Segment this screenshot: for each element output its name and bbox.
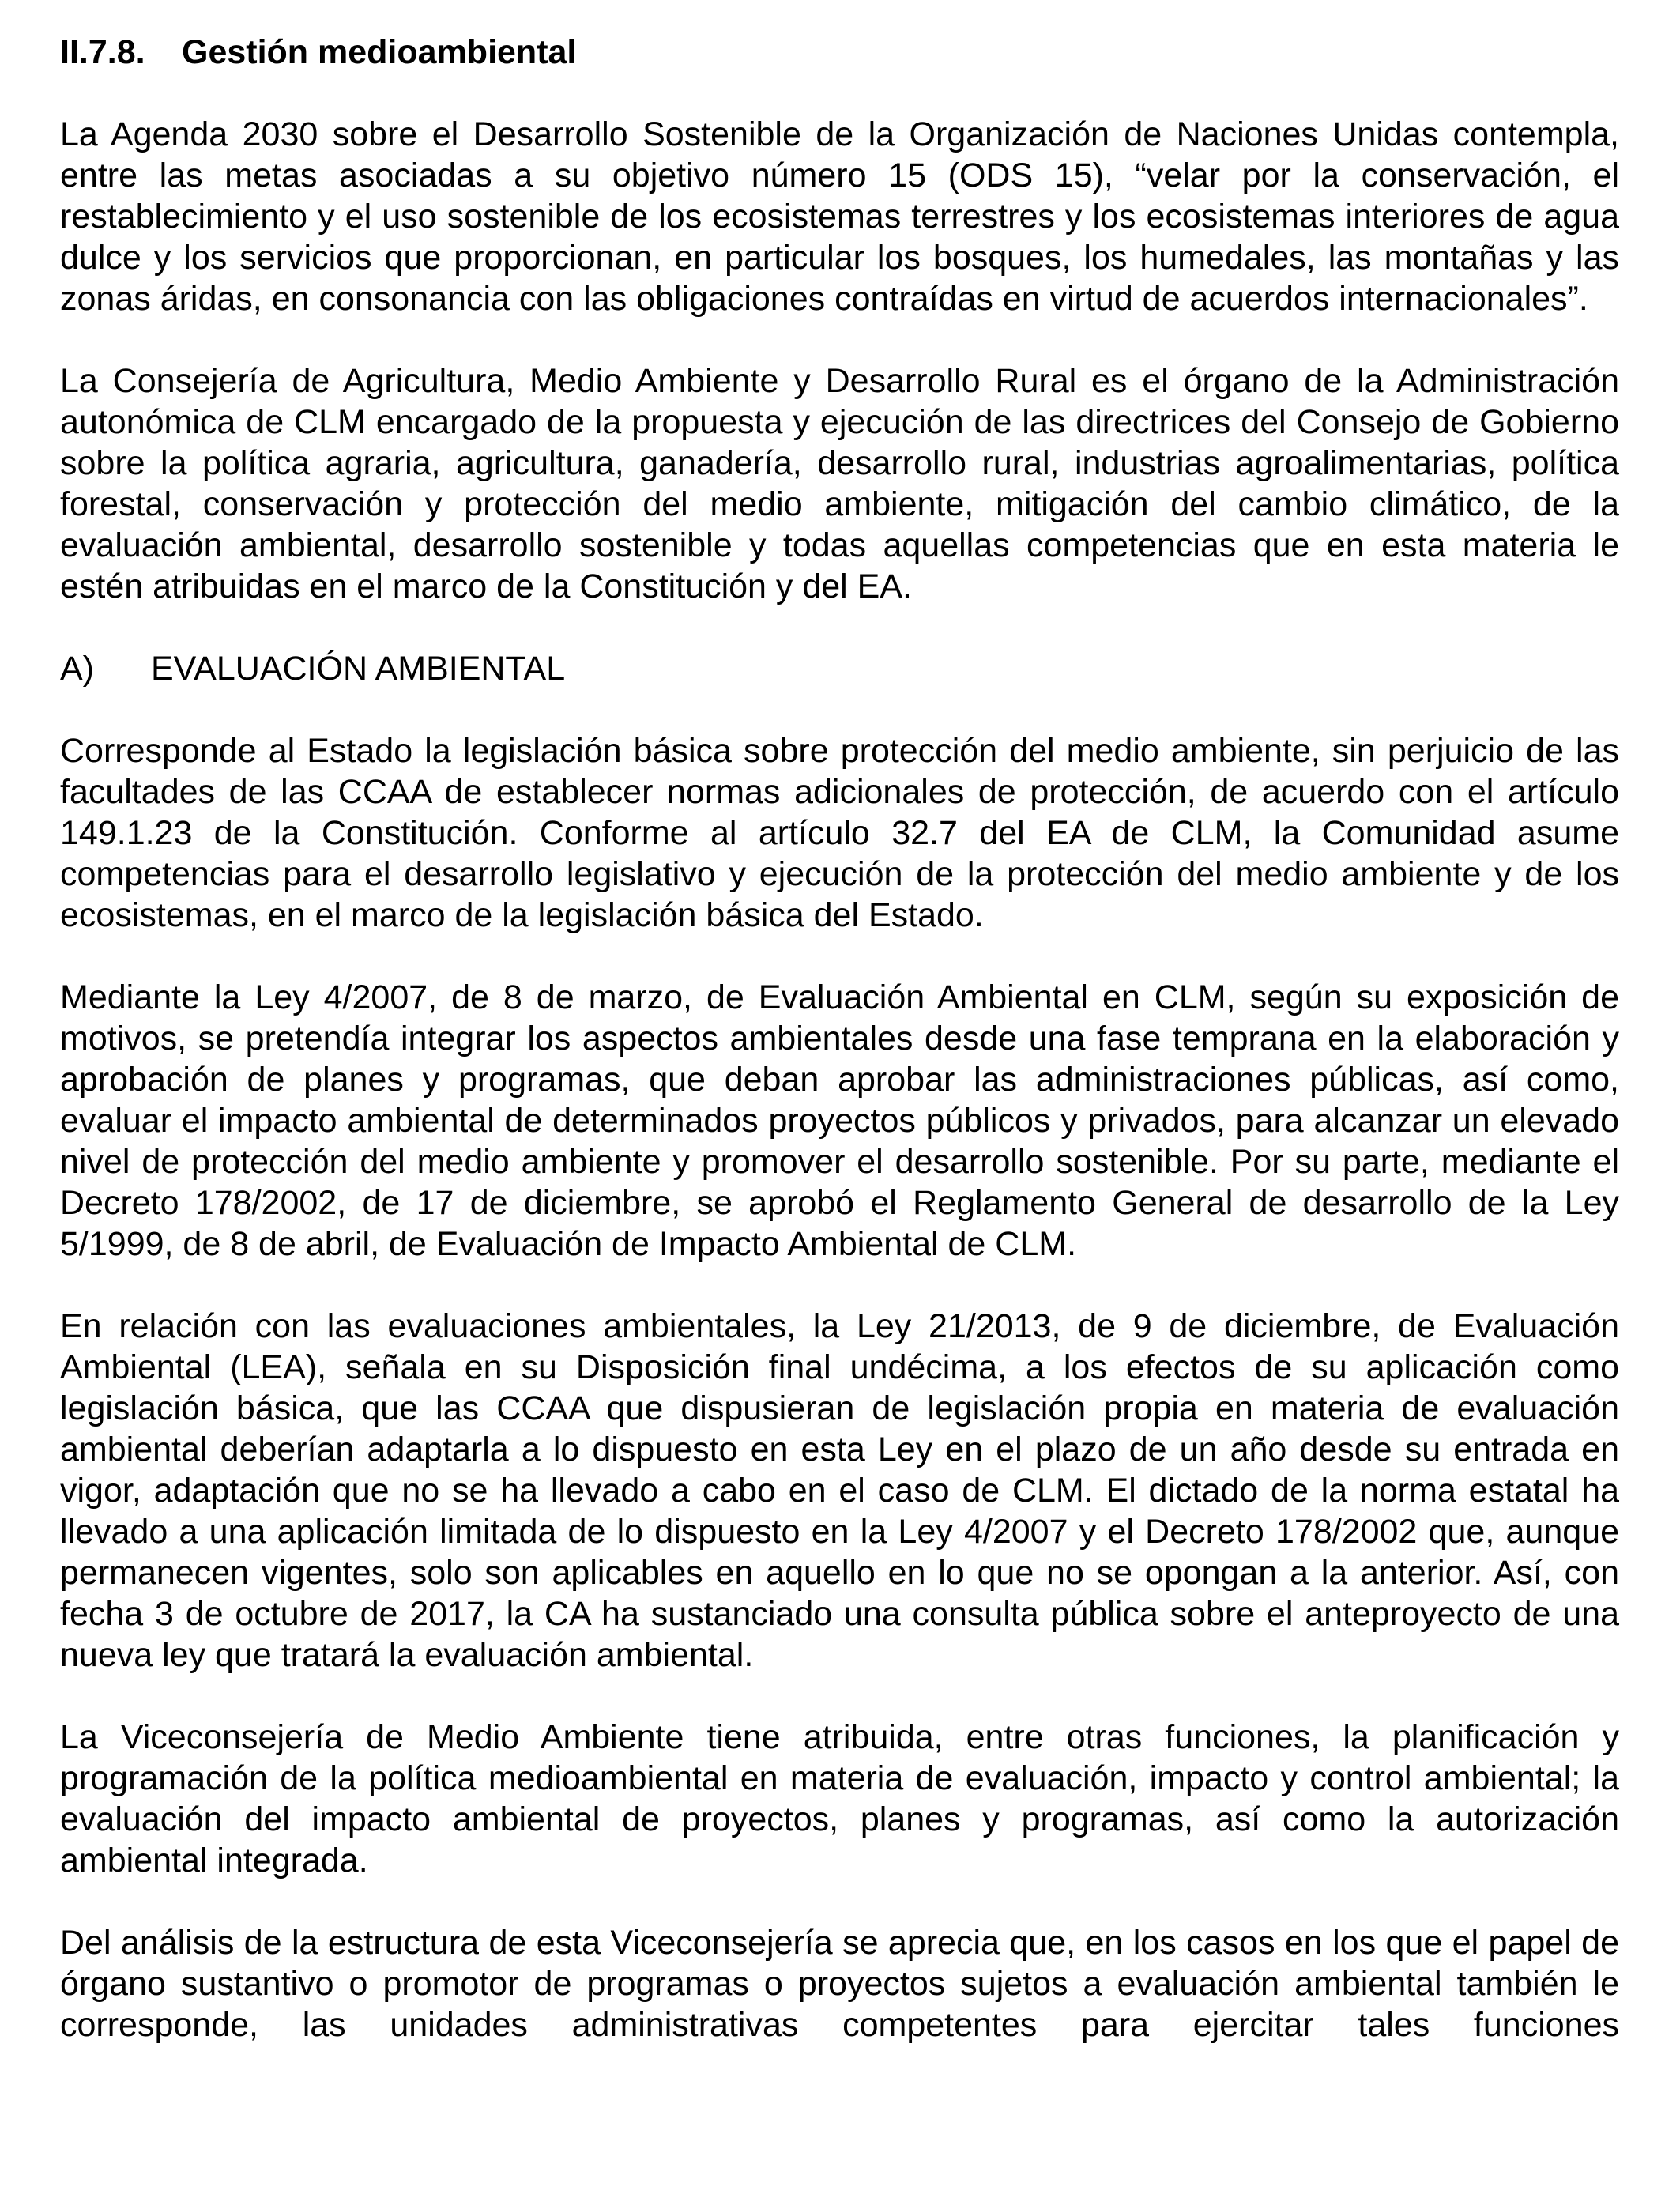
paragraph-ley-21-2013: En relación con las evaluaciones ambientales, la Ley 21/2013, de 9 de diciembre, de Evaluación Ambiental (LEA), señala en su Disposición final undécima, a los efectos de su aplicación como legislación básica, que las CCAA que dispusieran de legislación propia en materia de evaluación ambiental deberían adaptarla a lo dispuesto en esta Ley en el plazo de un año desde su entrada en vigor, adaptación que no se ha llevado a cabo en el caso de CLM. El dictado de la norma estatal ha llevado a una aplicación limitada de lo dispuesto en la Ley 4/2007 y el Decreto 178/2002 que, aunque permanecen vigentes, solo son aplicables en aquello en lo que no se opongan a la anterior. Así, con fecha 3 de octubre de 2017, la CA ha sustanciado una consulta pública sobre el anteproyecto de una nueva ley que tratará la evaluación ambiental. — [60, 1307, 1619, 1674]
paragraph-viceconsejeria: La Viceconsejería de Medio Ambiente tiene atribuida, entre otras funciones, la planificación y programación de la política medioambiental en materia de evaluación, impacto y control ambiental; la evaluación del impacto ambiental de proyectos, planes y programas, así como la autorización ambiental integrada. — [60, 1718, 1619, 1879]
paragraph-consejeria: La Consejería de Agricultura, Medio Ambiente y Desarrollo Rural es el órgano de la Administración autonómica de CLM encargado de la propuesta y ejecución de las directrices del Consejo de Gobierno sobre la política agraria, agricultura, ganadería, desarrollo rural, industrias agroalimentarias, política forestal, conservación y protección del medio ambiente, mitigación del cambio climático, de la evaluación ambiental, desarrollo sostenible y todas aquellas competencias que en esta materia le estén atribuidas en el marco de la Constitución y del EA. — [60, 362, 1619, 605]
document-page — [60, 32, 1619, 2045]
section-number: II.7.8. — [60, 33, 145, 71]
paragraph-analisis-estructura: Del análisis de la estructura de esta Viceconsejería se aprecia que, en los casos en los que el papel de órgano sustantivo o promotor de programas o proyectos sujetos a evaluación ambiental también le corresponde, las unidades administrativas competentes para ejercitar tales funciones — [60, 1924, 1619, 2044]
section-title: Gestión medioambiental — [182, 33, 577, 71]
subsection-title: EVALUACIÓN AMBIENTAL — [151, 650, 566, 688]
subsection-letter: A) — [60, 650, 94, 688]
subsection-heading-evaluacion — [60, 648, 1619, 689]
section-heading — [60, 32, 1619, 73]
paragraph-ley-4-2007: Mediante la Ley 4/2007, de 8 de marzo, de Evaluación Ambiental en CLM, según su exposición de motivos, se pretendía integrar los aspectos ambientales desde una fase temprana en la elaboración y aprobación de planes y programas, que deban aprobar las administraciones públicas, así como, evaluar el impacto ambiental de determinados proyectos públicos y privados, para alcanzar un elevado nivel de protección del medio ambiente y promover el desarrollo sostenible. Por su parte, mediante el Decreto 178/2002, de 17 de diciembre, se aprobó el Reglamento General de desarrollo de la Ley 5/1999, de 8 de abril, de Evaluación de Impacto Ambiental de CLM. — [60, 978, 1619, 1263]
paragraph-competencias-estado: Corresponde al Estado la legislación básica sobre protección del medio ambiente, sin perjuicio de las facultades de las CCAA de establecer normas adicionales de protección, de acuerdo con el artículo 149.1.23 de la Constitución. Conforme al artículo 32.7 del EA de CLM, la Comunidad asume competencias para el desarrollo legislativo y ejecución de la protección del medio ambiente y de los ecosistemas, en el marco de la legislación básica del Estado. — [60, 732, 1619, 934]
paragraph-agenda-2030: La Agenda 2030 sobre el Desarrollo Sostenible de la Organización de Naciones Unidas contempla, entre las metas asociadas a su objetivo número 15 (ODS 15), “velar por la conservación, el restablecimiento y el uso sostenible de los ecosistemas terrestres y los ecosistemas interiores de agua dulce y los servicios que proporcionan, en particular los bosques, los humedales, las montañas y las zonas áridas, en consonancia con las obligaciones contraídas en virtud de acuerdos internacionales”. — [60, 115, 1619, 318]
